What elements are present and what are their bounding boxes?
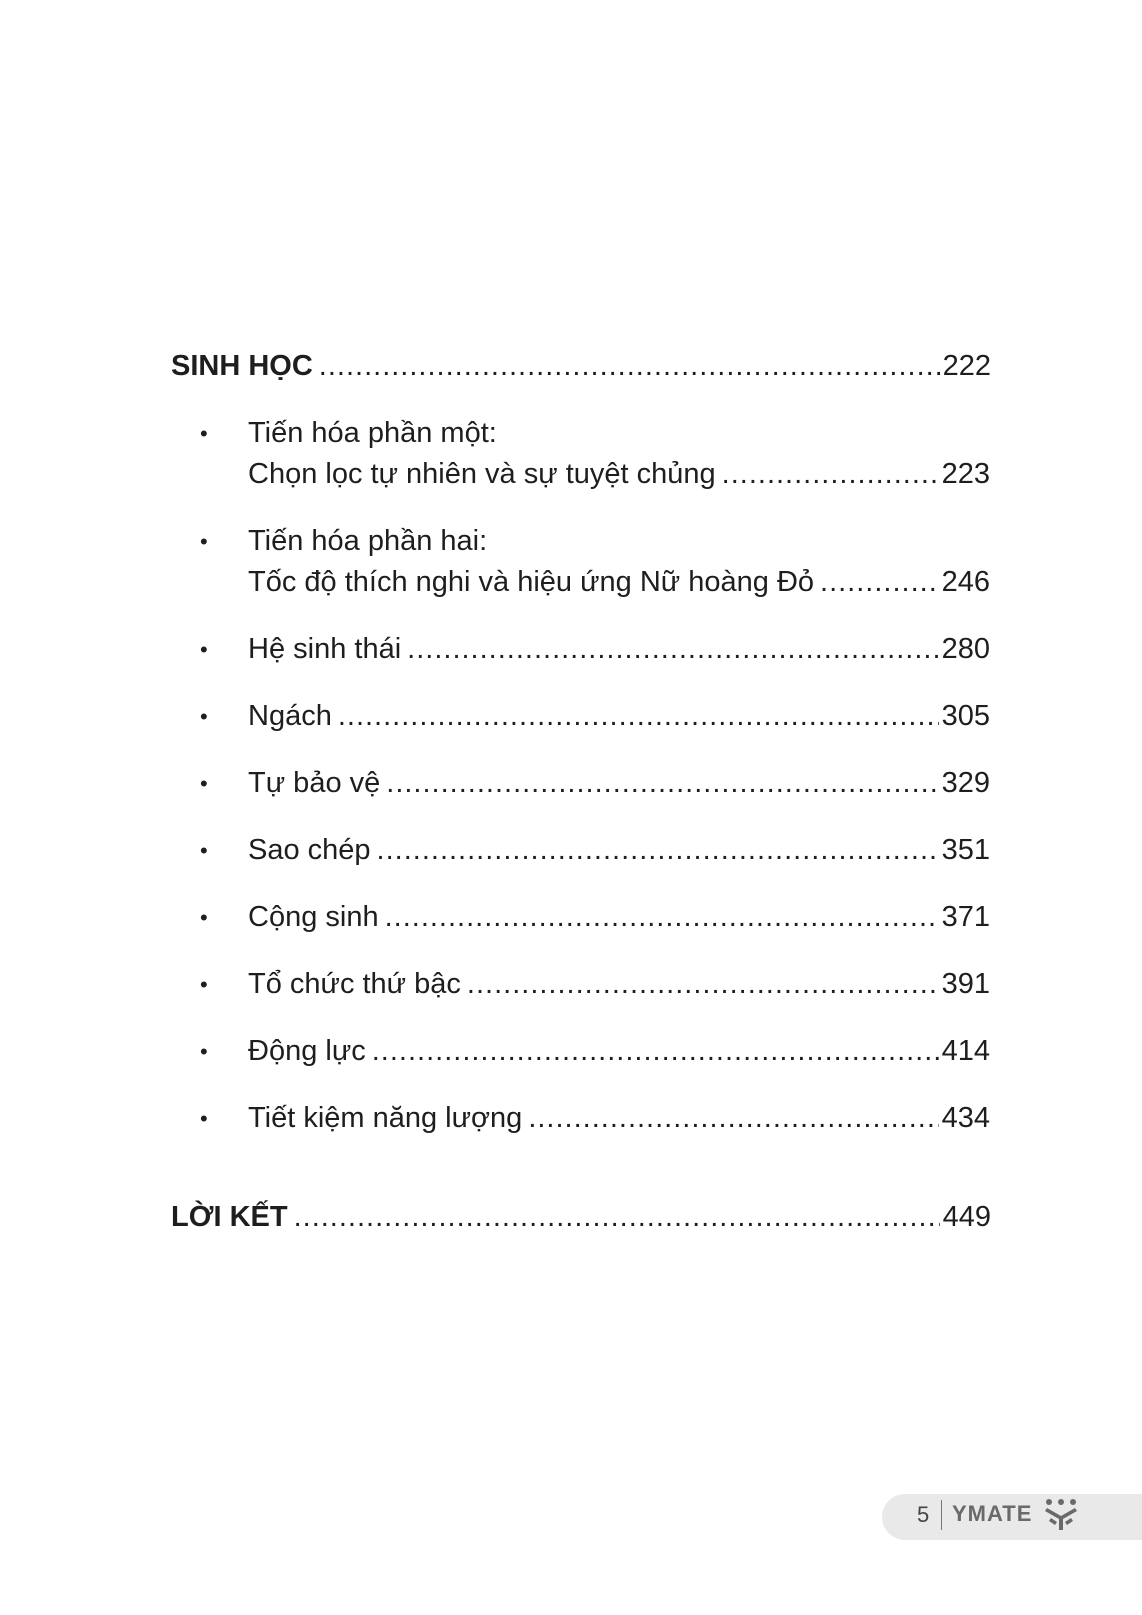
ymate-logo-icon	[1042, 1498, 1080, 1537]
toc-leader-dots	[407, 633, 938, 666]
toc-page-number: 371	[941, 901, 990, 933]
toc-bullet: •	[200, 972, 208, 997]
toc-item	[248, 1102, 990, 1135]
toc-leader-dots	[377, 834, 939, 867]
toc-item-title: Tổ chức thứ bậc	[248, 968, 461, 1000]
toc-item	[248, 458, 990, 491]
toc-leader-dots	[528, 1102, 938, 1135]
toc-page-number: 329	[941, 767, 990, 799]
toc-item-line1: Tiến hóa phần một:	[248, 417, 497, 449]
toc-leader-dots	[386, 767, 938, 800]
toc-page-number: 351	[941, 834, 990, 866]
toc-leader-dots	[820, 566, 939, 599]
toc-item-title: Cộng sinh	[248, 901, 379, 933]
toc-page-number: 223	[941, 458, 990, 490]
toc-bullet: •	[200, 1039, 208, 1064]
toc-section-biology	[171, 350, 991, 383]
toc-item	[248, 767, 990, 800]
toc-page-number: 434	[941, 1102, 990, 1134]
toc-item	[248, 633, 990, 666]
toc-leader-dots	[385, 901, 939, 934]
toc-leader-dots	[319, 350, 940, 383]
toc-page-number: 246	[941, 566, 990, 598]
toc-leader-dots	[372, 1035, 939, 1068]
toc-item-title: Tự bảo vệ	[248, 767, 381, 799]
toc-item	[248, 1035, 990, 1068]
toc-section-title: LỜI KẾT	[171, 1201, 288, 1233]
toc-page-number: 280	[941, 633, 990, 665]
toc-bullet: •	[200, 905, 208, 930]
toc-leader-dots	[294, 1201, 940, 1234]
toc-page-number: 222	[942, 350, 991, 382]
toc-leader-dots	[722, 458, 939, 491]
toc-item	[248, 834, 990, 867]
toc-page-number: 391	[941, 968, 990, 1000]
footer-brand: YMATE	[952, 1501, 1033, 1526]
toc-bullet: •	[200, 529, 208, 554]
toc-bullet: •	[200, 421, 208, 446]
toc-leader-dots	[467, 968, 939, 1001]
toc-bullet: •	[200, 771, 208, 796]
toc-leader-dots	[338, 700, 939, 733]
footer-page-number: 5	[917, 1502, 930, 1527]
toc-bullet: •	[200, 838, 208, 863]
toc-item-title: Tốc độ thích nghi và hiệu ứng Nữ hoàng Đỏ	[248, 566, 815, 598]
toc-item-title: Ngách	[248, 700, 332, 732]
toc-bullet: •	[200, 704, 208, 729]
toc-item-title: Hệ sinh thái	[248, 633, 402, 665]
toc-bullet: •	[200, 1106, 208, 1131]
toc-item	[248, 700, 990, 733]
toc-item-title: Chọn lọc tự nhiên và sự tuyệt chủng	[248, 458, 716, 490]
toc-page-number: 305	[941, 700, 990, 732]
toc-section-epilogue	[171, 1201, 991, 1234]
toc-item-title: Tiết kiệm năng lượng	[248, 1102, 523, 1134]
toc-item	[248, 901, 990, 934]
toc-bullet: •	[200, 637, 208, 662]
footer-divider	[941, 1500, 942, 1530]
toc-section-title: SINH HỌC	[171, 350, 313, 382]
toc-item-title: Động lực	[248, 1035, 366, 1067]
toc-item	[248, 566, 990, 599]
toc-page-number: 449	[942, 1201, 991, 1233]
toc-item-title: Sao chép	[248, 834, 371, 866]
toc-item-line1: Tiến hóa phần hai:	[248, 525, 488, 557]
toc-page-number: 414	[941, 1035, 990, 1067]
toc-item	[248, 968, 990, 1001]
